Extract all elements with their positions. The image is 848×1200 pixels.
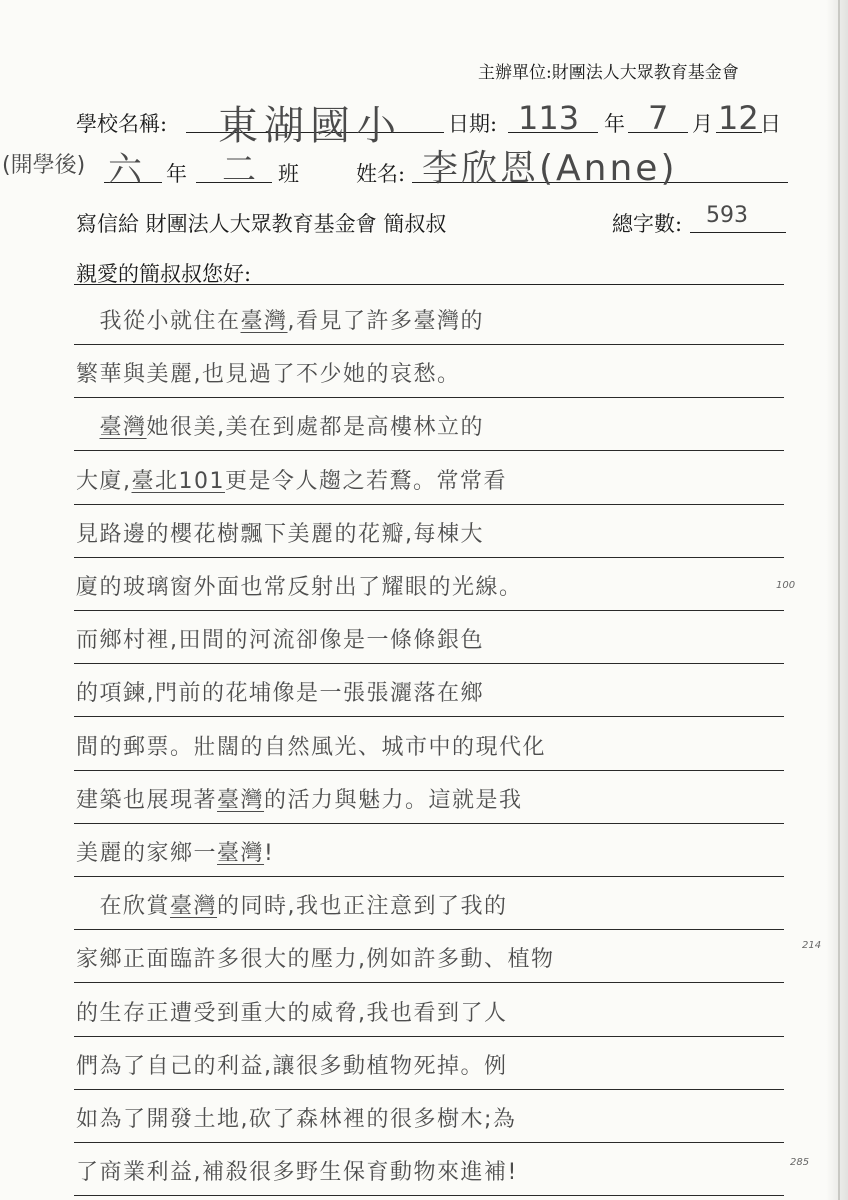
letter-text: 建築也展現著 (76, 788, 218, 813)
ruled-line (74, 344, 784, 345)
class-label: 班 (278, 162, 299, 186)
letter-text: 我從小就住在 (76, 309, 241, 334)
margin-count-3: 285 (790, 1157, 810, 1168)
letter-line (76, 938, 796, 982)
letter-line (76, 300, 796, 344)
word-count-label: 總字數: (612, 212, 683, 236)
taiwan-underlined-word: 臺灣 (217, 841, 265, 866)
scan-edge-shadow (826, 0, 848, 1200)
ruled-line (74, 450, 784, 451)
letter-line (76, 779, 796, 823)
ruled-line (74, 1195, 784, 1196)
letter-line (76, 566, 796, 610)
grade-value: 六 (108, 150, 142, 190)
letter-text: 們為了自己的利益,讓很多動植物死掉。例 (76, 1054, 508, 1079)
letter-line (76, 406, 796, 450)
letter-text: 而鄉村裡,田間的河流卻像是一條條銀色 (76, 628, 484, 653)
letter-text: 了商業利益,補殺很多野生保育動物來進補! (76, 1160, 518, 1185)
word-count-underline (690, 232, 786, 233)
letter-line (76, 1151, 796, 1195)
ruled-line (74, 610, 784, 611)
letter-text (76, 415, 100, 440)
letter-line (76, 672, 796, 716)
month-label: 月 (692, 112, 713, 136)
date-label: 日期: (448, 112, 498, 136)
taiwan-underlined-word: 臺灣 (217, 788, 265, 813)
class-value: 二 (222, 150, 256, 190)
ruled-line (74, 557, 784, 558)
day-value: 12 (718, 99, 759, 137)
school-label: 學校名稱: (76, 112, 168, 136)
taiwan-underlined-word: 臺灣 (240, 309, 288, 334)
letter-text: 見路邊的櫻花樹飄下美麗的花瓣,每棟大 (76, 522, 484, 547)
ruled-line (74, 716, 784, 717)
ruled-line (74, 504, 784, 505)
month-value: 7 (648, 99, 669, 137)
letter-text: 間的郵票。壯闊的自然風光、城市中的現代化 (76, 735, 547, 760)
ruled-line (74, 1089, 784, 1090)
letter-text: 大廈, (76, 469, 132, 494)
letter-text: 的同時,我也正注意到了我的 (217, 894, 508, 919)
letter-line (76, 726, 796, 770)
letter-text: 她很美,美在到處都是高樓林立的 (146, 415, 485, 440)
year-value: 113 (518, 99, 580, 137)
ruled-line (74, 876, 784, 877)
letter-text: 廈的玻璃窗外面也常反射出了耀眼的光線。 (76, 575, 523, 600)
letter-line (76, 353, 796, 397)
grade-label: 年 (166, 162, 187, 186)
letter-line (76, 513, 796, 557)
letter-text: 的項鍊,門前的花埔像是一張張灑落在鄉 (76, 681, 484, 706)
organizer-text: 主辦單位:財團法人大眾教育基金會 (478, 63, 739, 83)
letter-line (76, 832, 796, 876)
letter-text: ! (264, 841, 275, 866)
taiwan-underlined-word: 臺灣 (99, 415, 147, 440)
school-value: 東湖國小 (218, 103, 402, 149)
letter-line (76, 1045, 796, 1089)
ruled-line (74, 982, 784, 983)
letter-line (76, 992, 796, 1036)
ruled-line (74, 1142, 784, 1143)
taiwan-underlined-word: 臺灣 (170, 894, 218, 919)
letter-line (76, 460, 796, 504)
letter-text: 的生存正遭受到重大的威脅,我也看到了人 (76, 1001, 508, 1026)
greeting: 親愛的簡叔叔您好: (76, 262, 252, 286)
name-label: 姓名: (356, 162, 406, 186)
margin-count-2: 214 (802, 940, 822, 951)
letter-text: 家鄉正面臨許多很大的壓力,例如許多動、植物 (76, 947, 555, 972)
letter-text: 的活力與魅力。這就是我 (264, 788, 523, 813)
letter-line (76, 619, 796, 663)
ruled-line (74, 663, 784, 664)
ruled-line (74, 823, 784, 824)
letter-line (76, 885, 796, 929)
word-count-value: 593 (706, 203, 748, 228)
letter-text: 更是令人趨之若鶩。常常看 (225, 469, 508, 494)
day-label: 日 (760, 112, 781, 136)
letter-text: 在欣賞 (76, 894, 171, 919)
letter-text: 繁華與美麗,也見過了不少她的哀愁。 (76, 362, 461, 387)
ruled-line (74, 1036, 784, 1037)
name-value: 李欣恩(Anne) (422, 148, 678, 189)
greeting-underline (74, 284, 784, 285)
ruled-line (74, 770, 784, 771)
letter-text: 如為了開發土地,砍了森林裡的很多樹木;為 (76, 1107, 517, 1132)
letter-text: ,看見了許多臺灣的 (287, 309, 485, 334)
grade-prefix: (開學後) (2, 153, 86, 178)
margin-count-1: 100 (776, 580, 796, 591)
scan-edge-line (838, 0, 840, 1200)
ruled-line (74, 929, 784, 930)
ruled-line (74, 397, 784, 398)
taiwan-underlined-word: 臺北101 (131, 469, 225, 494)
letter-line (76, 1098, 796, 1142)
recipient-line: 寫信給 財團法人大眾教育基金會 簡叔叔 (76, 212, 447, 236)
year-label: 年 (604, 112, 625, 136)
letter-text: 美麗的家鄉一 (76, 841, 218, 866)
